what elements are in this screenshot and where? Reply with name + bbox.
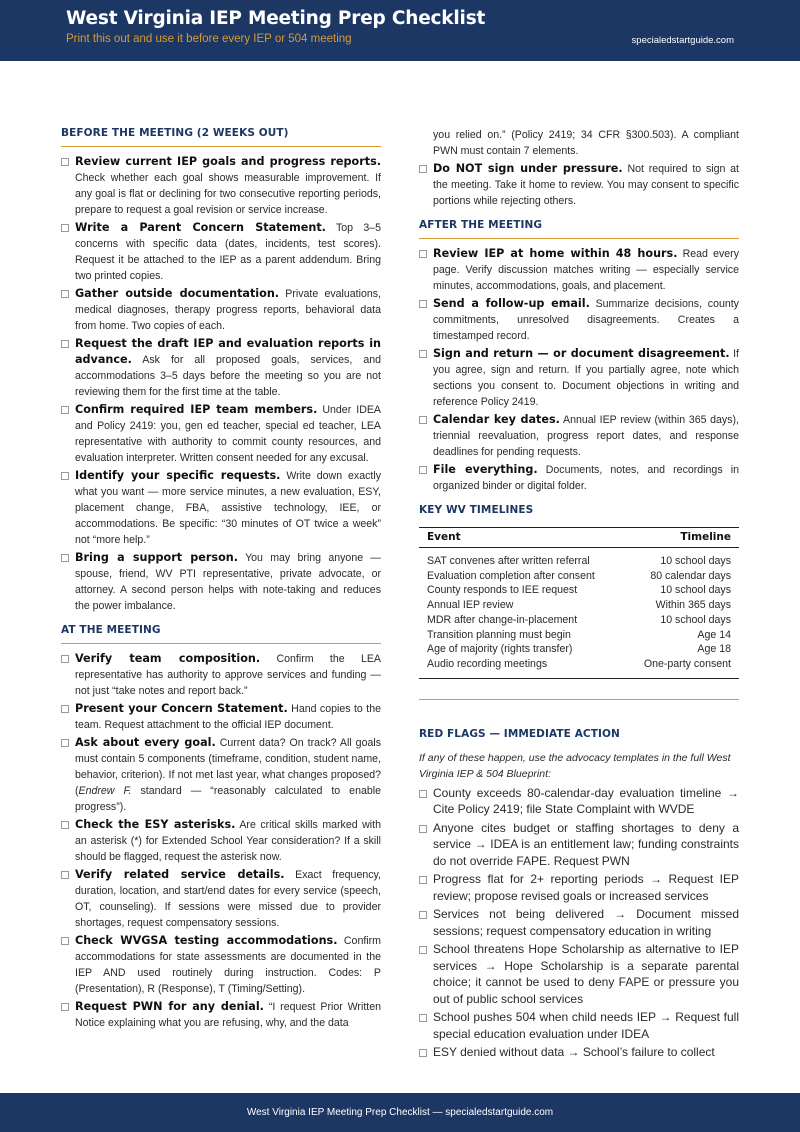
section-title-timelines: KEY WV TIMELINES	[419, 504, 534, 516]
checkbox[interactable]	[61, 406, 69, 414]
redflags-list	[419, 785, 739, 1061]
item-title: Review IEP at home within 48 hours.	[433, 247, 678, 260]
checklist-item	[61, 550, 381, 614]
item-title: File everything.	[433, 463, 538, 476]
table-cell-event: Audio recording meetings	[419, 657, 624, 678]
section-title-at: AT THE MEETING	[61, 624, 381, 644]
table-cell-event: Evaluation completion after consent	[427, 569, 595, 582]
checklist-item	[61, 933, 381, 997]
checklist-item	[61, 402, 381, 466]
table-row	[419, 628, 739, 643]
checklist-item	[61, 220, 381, 284]
checkbox[interactable]	[419, 416, 427, 424]
page-footer	[0, 1093, 800, 1132]
item-title: Present your Concern Statement.	[75, 702, 288, 715]
checkbox[interactable]	[419, 825, 427, 833]
checkbox[interactable]	[419, 1049, 427, 1057]
redflag-item	[419, 941, 739, 1007]
table-row	[419, 548, 739, 569]
item-body: Exact frequency, duration, location, and start/end dates for every service (speech, OT, counseling). If sessions were missed due to provider shortages, request compensatory sessions.	[75, 869, 381, 929]
redflag-text: Anyone cites budget or staffing shortages to deny a service → IDEA is an entitlement law; funding constraints do not override FAPE. Request PWN	[433, 820, 739, 868]
section-title-after: AFTER THE MEETING	[419, 219, 739, 239]
page-subtitle: Print this out and use it before every IEP or 504 meeting	[66, 33, 352, 45]
redflag-item	[419, 906, 739, 939]
checklist-item	[419, 462, 739, 494]
item-title: Calendar key dates.	[433, 413, 560, 426]
checkbox[interactable]	[419, 790, 427, 798]
item-body: Ask for all proposed goals, services, and accommodations 3–5 days before the meeting so you are not reviewing them for the first time at the table.	[75, 354, 382, 398]
checkbox[interactable]	[419, 466, 427, 474]
redflag-text: Services not being delivered → Document missed sessions; request compensatory education in writing	[433, 907, 739, 938]
checkbox[interactable]	[419, 350, 427, 358]
redflag-text: Progress flat for 2+ reporting periods → Request IEP review; propose revised goals or increased services	[433, 872, 739, 903]
item-body: Annual IEP review (within 365 days), triennial reevaluation, progress report dates, and response deadlines for pending requests.	[433, 414, 739, 458]
redflag-text: School threatens Hope Scholarship as alternative to IEP services → Hope Scholarship is a separate parental choice; it cannot be used to deny FAPE or pressure you out of public school services	[433, 942, 739, 1006]
item-body: Under IDEA and Policy 2419: you, gen ed teacher, special ed teacher, LEA representative with authority to commit county resources, and evaluation interpreter. Written consent needed for any excusal.	[75, 404, 381, 464]
checkbox[interactable]	[419, 165, 427, 173]
checkbox[interactable]	[61, 1003, 69, 1011]
footer-text: West Virginia IEP Meeting Prep Checklist — specialedstartguide.com	[246, 1107, 554, 1118]
checkbox[interactable]	[419, 911, 427, 919]
item-body: Current data? On track? All goals must contain 5 components (timeframe, condition, student name, behavior, criterion). If not met last year, what changes proposed? (	[75, 737, 381, 797]
item-title: Request the draft IEP and evaluation reports in advance.	[75, 337, 381, 366]
table-row	[419, 657, 739, 678]
checklist-item	[61, 867, 381, 931]
checkbox[interactable]	[419, 250, 427, 258]
item-title: Do NOT sign under pressure.	[433, 162, 623, 175]
checkbox[interactable]	[61, 937, 69, 945]
section-title-redflags: RED FLAGS — IMMEDIATE ACTION	[419, 727, 620, 740]
item-title: Sign and return — or document disagreement.	[433, 347, 730, 360]
item-title: Ask about every goal.	[75, 736, 216, 749]
checkbox[interactable]	[419, 946, 427, 954]
item-body: Summarize decisions, county commitments, unresolved disagreements. Creates a timestamped record.	[433, 298, 739, 342]
item-body: You may bring anyone — spouse, friend, WV PTI representative, private advocate, or attorney. A second person helps with note-taking and reduces the power imbalance.	[75, 552, 381, 612]
redflags-intro: If any of these happen, use the advocacy templates in the full West Virginia IEP & 504 Blueprint:	[419, 751, 731, 780]
checklist-item	[61, 154, 381, 218]
checkbox[interactable]	[419, 300, 427, 308]
redflag-text: ESY denied without data → School’s failure to collect	[433, 1045, 715, 1060]
checklist-item	[419, 296, 739, 344]
checkbox[interactable]	[61, 821, 69, 829]
checkbox[interactable]	[61, 290, 69, 298]
item-body: Confirm the LEA representative has authority to approve services and funding — not just “take notes and report back.”	[75, 653, 381, 697]
item-body: Check whether each goal shows measurable improvement. If any goal is flat or declining for two consecutive reporting periods, prepare to request a goal revision or service increase.	[75, 172, 381, 216]
redflag-item	[419, 820, 739, 870]
redflag-text: County exceeds 80-calendar-day evaluation timeline → Cite Policy 2419; file State Complaint with WVDE	[433, 785, 739, 817]
checkbox[interactable]	[61, 871, 69, 879]
table-cell-timeline: Age 18	[697, 643, 731, 656]
checkbox[interactable]	[61, 158, 69, 166]
checklist-item	[419, 161, 739, 209]
timelines-table	[419, 527, 739, 679]
item-title: Gather outside documentation.	[75, 287, 280, 300]
item-body: Read every page. Verify discussion matches writing — especially service minutes, accommodations, goals, and placement.	[433, 248, 739, 292]
item-body: Hand copies to the team. Request attachment to the official IEP document.	[75, 703, 381, 731]
table-header-timeline: Timeline	[624, 528, 739, 548]
item-title: Confirm required IEP team members.	[75, 403, 318, 416]
table-row	[419, 642, 739, 657]
item-body: Documents, notes, and recordings in organized binder or digital folder.	[433, 464, 739, 492]
checklist-item	[419, 412, 739, 460]
table-header-event: Event	[419, 528, 624, 548]
item-body: standard — “reasonably calculated to enable progress”).	[75, 785, 381, 813]
right-column	[419, 127, 739, 1063]
divider	[419, 699, 739, 700]
checkbox[interactable]	[61, 554, 69, 562]
item-title: Check WVGSA testing accommodations.	[75, 934, 338, 947]
item-body-italic: Endrew F.	[78, 785, 132, 797]
table-cell-event: Annual IEP review	[427, 599, 514, 612]
item-title: Check the ESY asterisks.	[75, 818, 236, 831]
checkbox[interactable]	[61, 224, 69, 232]
table-cell-timeline: 10 school days	[660, 555, 731, 567]
checklist-item	[61, 468, 381, 548]
item-title: Review current IEP goals and progress reports.	[75, 155, 381, 168]
item-title: Bring a support person.	[75, 551, 238, 564]
item-body: Private evaluations, medical diagnoses, therapy progress reports, behavioral data from home. Two copies of each.	[75, 288, 381, 332]
table-row	[419, 613, 739, 628]
checkbox[interactable]	[61, 739, 69, 747]
checklist-item	[61, 286, 381, 334]
table-row	[419, 583, 739, 598]
checklist-item	[61, 999, 381, 1031]
checkbox[interactable]	[61, 340, 69, 348]
checklist-item	[61, 817, 381, 865]
at-list	[61, 651, 381, 1031]
checklist-item	[61, 735, 381, 815]
table-cell-timeline: 10 school days	[660, 613, 731, 626]
redflag-item	[419, 1009, 739, 1042]
checklist-item	[61, 336, 381, 400]
left-column	[61, 127, 381, 1033]
table-row	[419, 569, 739, 584]
checklist-item	[61, 701, 381, 733]
table-cell-timeline: Age 14	[697, 628, 731, 641]
item-title: Write a Parent Concern Statement.	[75, 221, 326, 234]
checklist-item	[419, 346, 739, 410]
item-body: Confirm accommodations for state assessments are documented in the IEP AND used routinely during instruction. Codes: P (Presentation), R (Response), T (Timing/Setting).	[75, 935, 381, 995]
table-cell-event: MDR after change-in-placement	[427, 613, 578, 626]
item-title: Identify your specific requests.	[75, 469, 281, 482]
table-cell-timeline: 10 school days	[660, 584, 731, 597]
redflag-item	[419, 1044, 739, 1061]
checkbox[interactable]	[61, 472, 69, 480]
table-cell-event: SAT convenes after written referral	[427, 555, 590, 567]
item-body: If you agree, sign and return. If you partially agree, note which sections you consent to. Document objections in writing and reference Policy 2419.	[433, 348, 739, 408]
redflag-item	[419, 871, 739, 904]
item-title: Request PWN for any denial.	[75, 1000, 264, 1013]
table-cell-timeline: 80 calendar days	[650, 569, 731, 582]
checkbox[interactable]	[419, 876, 427, 884]
checkbox[interactable]	[61, 705, 69, 713]
site-url: specialedstartguide.com	[631, 35, 734, 46]
redflag-item	[419, 785, 739, 818]
item-body: Not required to sign at the meeting. Take it home to review. You may consent to specific portions while rejecting others.	[433, 163, 739, 207]
table-cell-event: Transition planning must begin	[427, 628, 571, 641]
after-list	[419, 246, 739, 494]
item-body: Top 3–5 concerns with specific data (dates, incidents, test scores). Request it be attached to the IEP as a parent addendum. Bring two printed copies.	[75, 222, 381, 282]
item-body: “I request Prior Written Notice explaining what you are refusing, why, and the data	[75, 1001, 381, 1029]
checklist-item	[61, 651, 381, 699]
table-cell-timeline: One-party consent	[624, 657, 739, 678]
item-body: Are critical skills marked with an asterisk (*) for Extended School Year consideration? If a skill should be flagged, request the asterisk now.	[75, 819, 381, 863]
item-title: Send a follow-up email.	[433, 297, 590, 310]
checkbox[interactable]	[61, 655, 69, 663]
before-list	[61, 154, 381, 614]
item-title: Verify related service details.	[75, 868, 285, 881]
page-header	[0, 0, 800, 61]
table-row	[419, 598, 739, 613]
continued-text: you relied on.” (Policy 2419; 34 CFR §300.503). A compliant PWN must contain 7 elements.	[433, 129, 739, 157]
item-body: Write down exactly what you want — more service minutes, a new evaluation, ESY, placement change, FBA, assistive technology, IEE, or accommodations. Be specific: “30 minutes of OT twice a week” not “more help.”	[75, 470, 381, 546]
table-cell-event: County responds to IEE request	[427, 584, 578, 597]
redflag-text: School pushes 504 when child needs IEP → Request full special education evaluation under IDEA	[433, 1010, 739, 1041]
table-cell-timeline: Within 365 days	[655, 599, 731, 612]
checkbox[interactable]	[419, 1014, 427, 1022]
section-title-before: BEFORE THE MEETING (2 WEEKS OUT)	[61, 127, 381, 147]
item-title: Verify team composition.	[75, 652, 261, 665]
page-title: West Virginia IEP Meeting Prep Checklist	[66, 8, 486, 29]
table-cell-event: Age of majority (rights transfer)	[427, 643, 573, 656]
checklist-item	[419, 246, 739, 294]
